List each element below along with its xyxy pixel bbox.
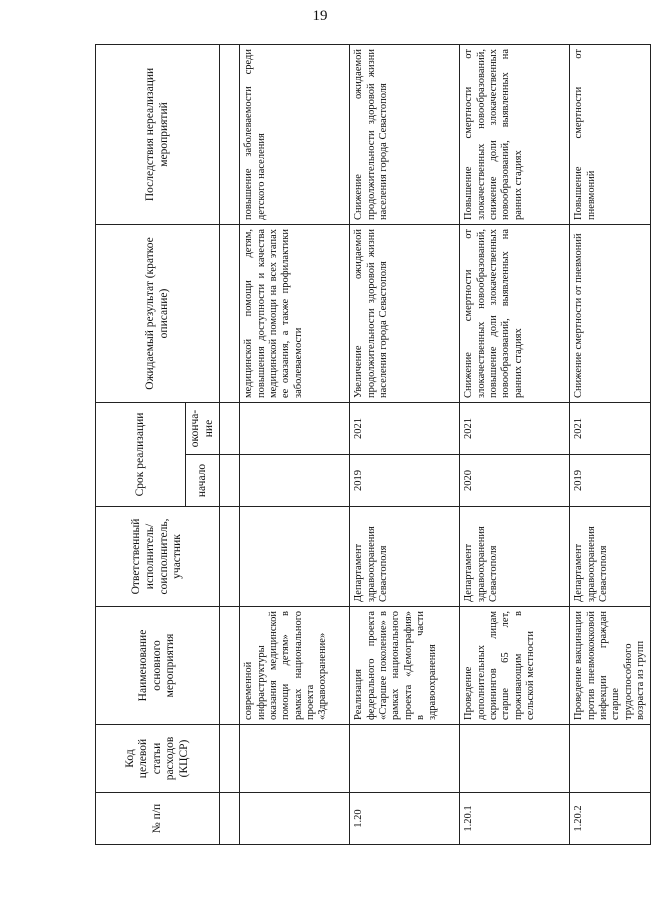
- cell-name: Проведение вакцинации против пневмококковой инфекции граждан старше трудоспособного возраста из групп: [570, 607, 651, 725]
- table-row: [570, 45, 651, 845]
- table-row: [460, 45, 570, 845]
- table-row: [240, 45, 350, 845]
- cell-result: Снижение смертности от пневмоний: [570, 225, 651, 403]
- table-blank-row: [220, 45, 240, 845]
- cell-end: 2021: [460, 403, 570, 455]
- cell-name: Проведение дополнительных скринингов лицам старше 65 лет, проживающим в сельской местности: [460, 607, 570, 725]
- cell-start: [240, 455, 350, 507]
- cell-name: Реализация федерального проекта «Старшее поколение» в рамках национального проекта «Демография» в части здравоохранения: [350, 607, 460, 725]
- cell-consequences: Снижение ожидаемой продолжительности здоровой жизни населения города Севастополя: [350, 45, 460, 225]
- cell-num: [240, 793, 350, 845]
- blank-cell: [220, 793, 240, 845]
- blank-cell: [220, 607, 240, 725]
- cell-end: 2021: [570, 403, 651, 455]
- header-kcsr: Код целевой статьи расходов (КЦСР): [96, 725, 220, 793]
- cell-start: 2019: [570, 455, 651, 507]
- header-name: Наименование основного мероприятия: [96, 607, 220, 725]
- cell-num: 1.20.2: [570, 793, 651, 845]
- header-start: начало: [186, 455, 220, 507]
- cell-num: 1.20: [350, 793, 460, 845]
- table-header-row: [96, 45, 186, 845]
- header-period: Срок реализации: [96, 403, 186, 507]
- blank-cell: [220, 403, 240, 455]
- header-end: оконча-ние: [186, 403, 220, 455]
- cell-consequences: Повышение смертности от пневмоний: [570, 45, 651, 225]
- cell-end: [240, 403, 350, 455]
- blank-cell: [220, 225, 240, 403]
- blank-cell: [220, 455, 240, 507]
- cell-responsible: Департамент здравоохранения Севастополя: [570, 507, 651, 607]
- blank-cell: [220, 725, 240, 793]
- cell-num: 1.20.1: [460, 793, 570, 845]
- table-row: [350, 45, 460, 845]
- cell-result: медицинской помощи детям, повышения доступности и качества медицинской помощи на всех этапах ее оказания, а также профилактики заболеваемости: [240, 225, 350, 403]
- cell-responsible: Департамент здравоохранения Севастополя: [460, 507, 570, 607]
- cell-kcsr: [570, 725, 651, 793]
- blank-cell: [220, 507, 240, 607]
- cell-kcsr: [460, 725, 570, 793]
- measures-table: [95, 44, 651, 845]
- header-responsible: Ответственный исполнитель/ соисполнитель, участник: [96, 507, 220, 607]
- cell-name: современной инфраструктуры оказания медицинской помощи детям» в рамках национального проекта «Здравоохранение»: [240, 607, 350, 725]
- cell-end: 2021: [350, 403, 460, 455]
- cell-consequences: Повышение смертности от злокачественных новообразований, снижение доли злокачественных новообразований, выявленных на ранних стадиях: [460, 45, 570, 225]
- header-consequences: Последствия нереализации мероприятий: [96, 45, 220, 225]
- header-num: № п/п: [96, 793, 220, 845]
- rotated-table-container: [95, 45, 646, 845]
- cell-responsible: Департамент здравоохранения Севастополя: [350, 507, 460, 607]
- cell-start: 2020: [460, 455, 570, 507]
- cell-kcsr: [240, 725, 350, 793]
- page-number: 19: [312, 8, 328, 24]
- blank-cell: [220, 45, 240, 225]
- header-result: Ожидаемый результат (краткое описание): [96, 225, 220, 403]
- cell-kcsr: [350, 725, 460, 793]
- cell-result: Снижение смертности от злокачественных новообразований, повышение доли злокачественных новообразований, выявленных на ранних стадиях: [460, 225, 570, 403]
- cell-start: 2019: [350, 455, 460, 507]
- cell-result: Увеличение ожидаемой продолжительности здоровой жизни населения города Севастополя: [350, 225, 460, 403]
- cell-responsible: [240, 507, 350, 607]
- cell-consequences: повышение заболеваемости среди детского населения: [240, 45, 350, 225]
